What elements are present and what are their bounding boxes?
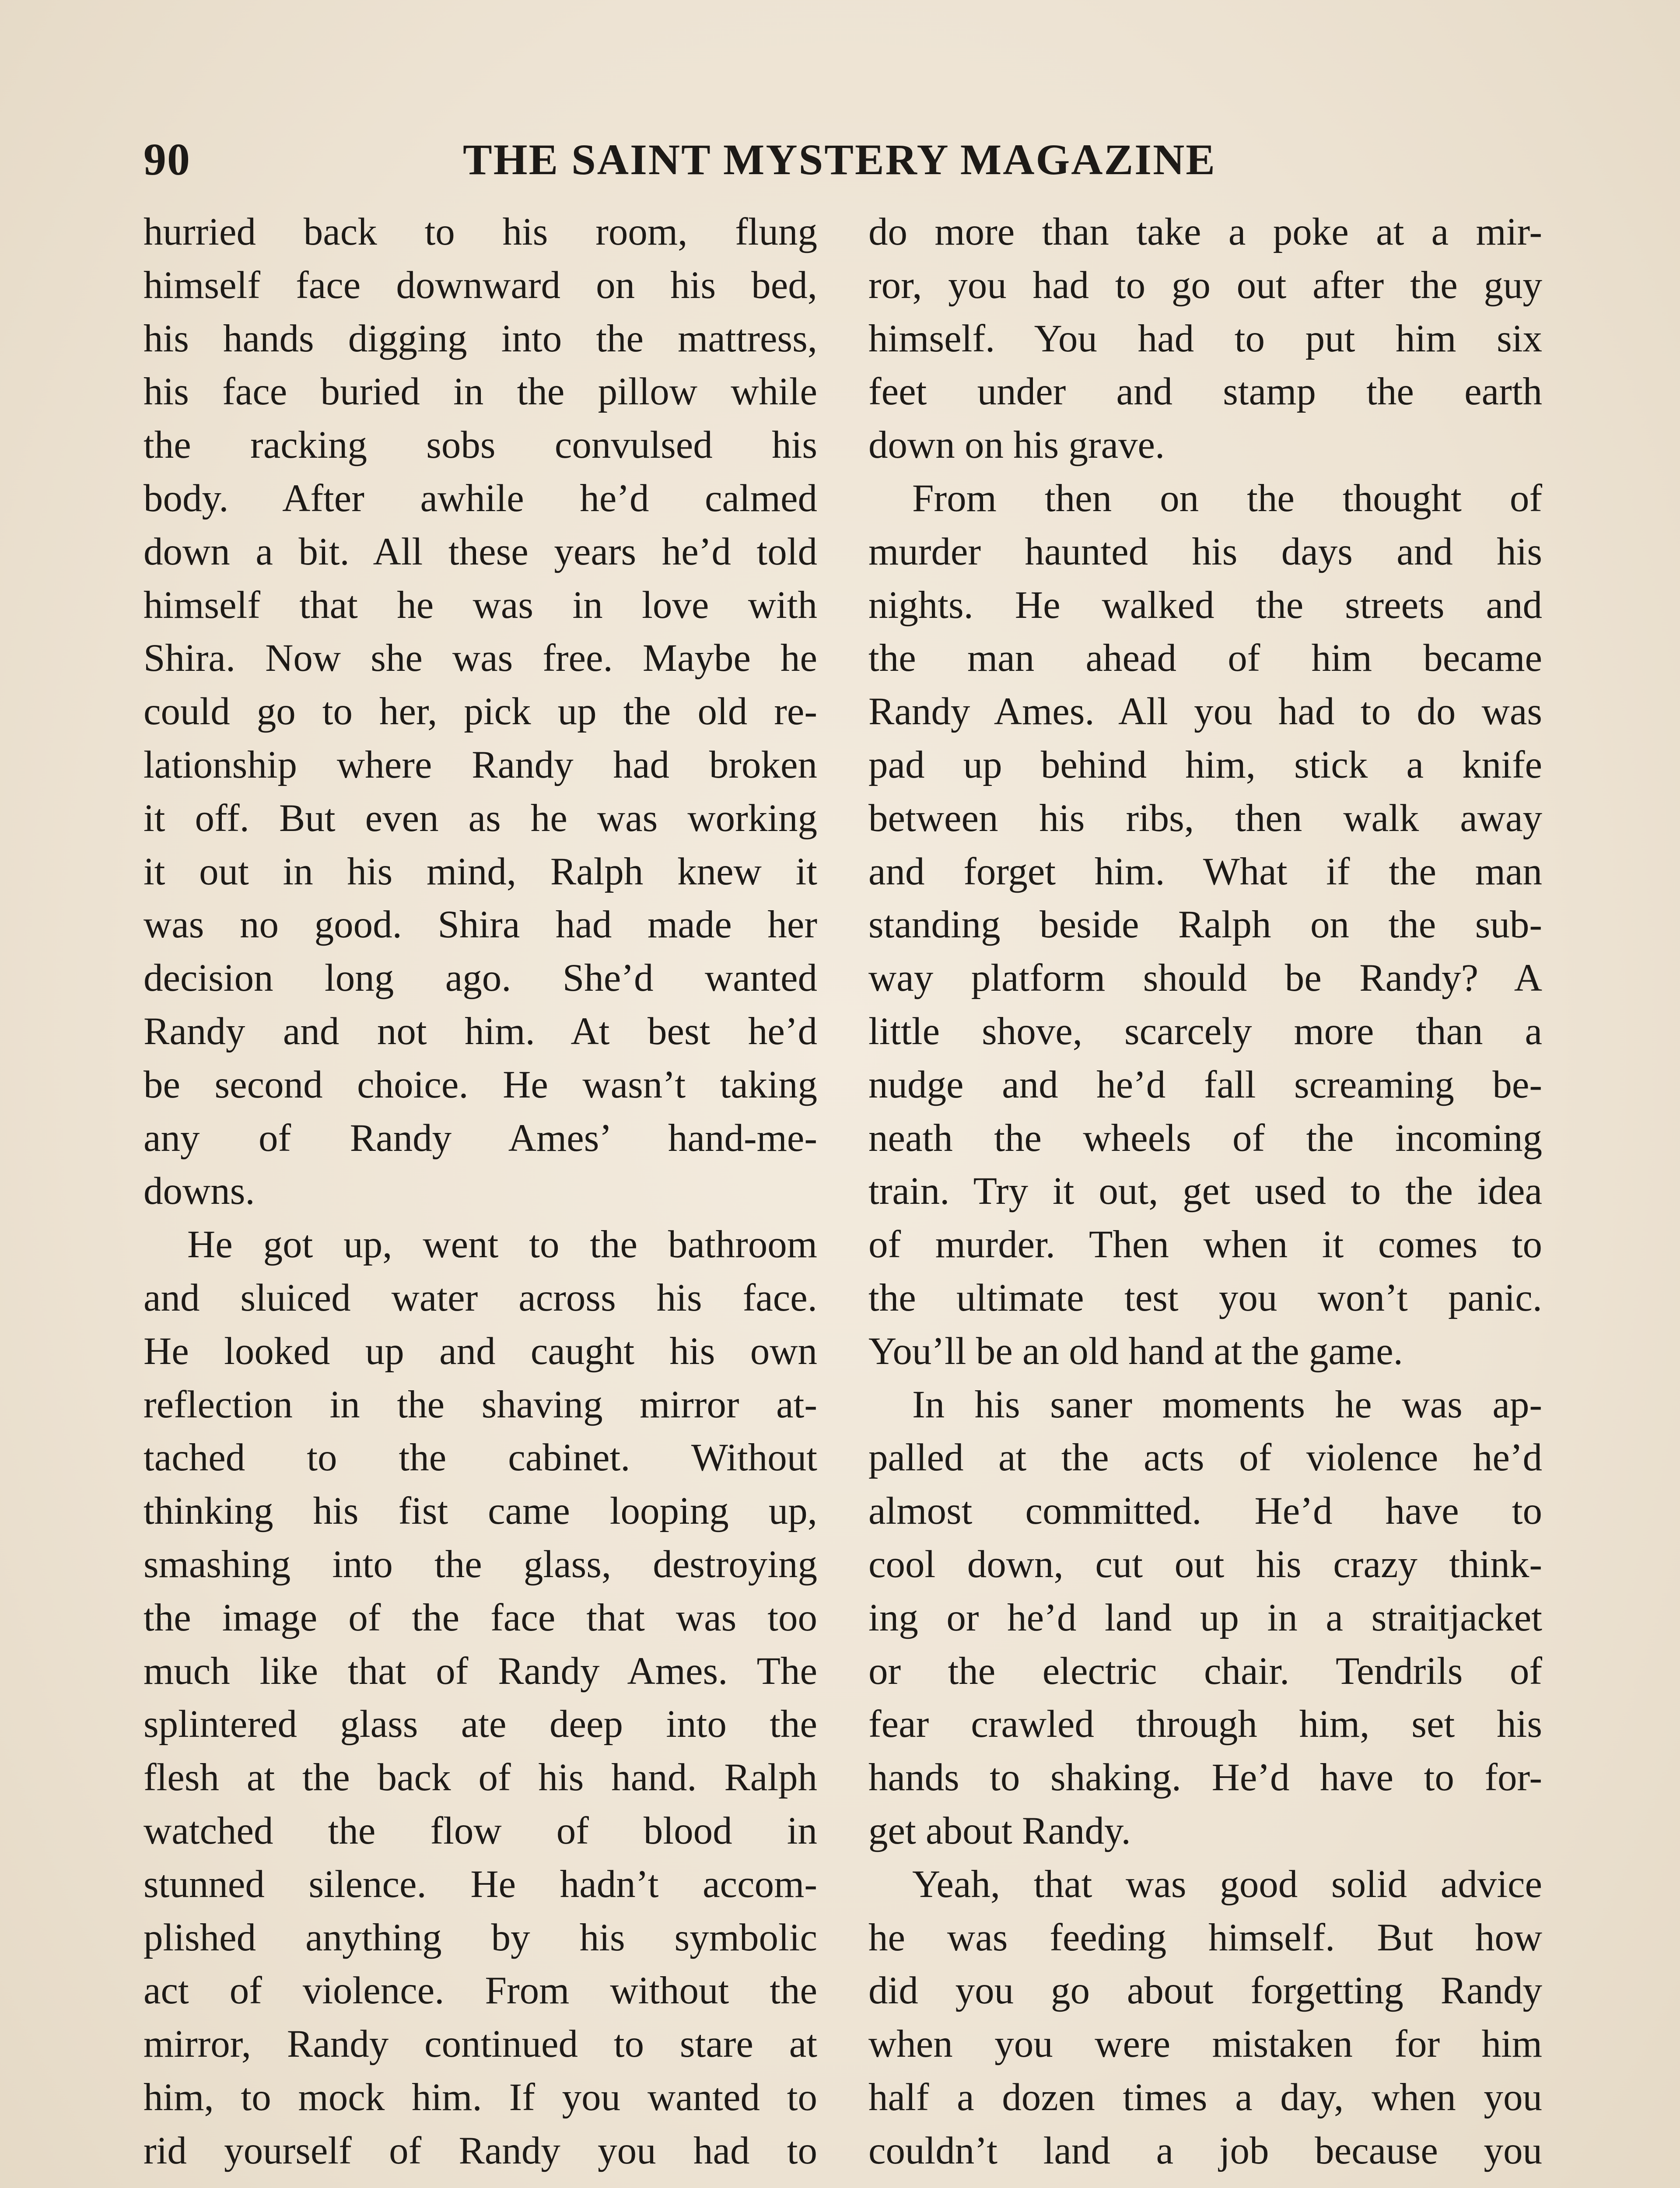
text-line: smashing into the glass, destroying bbox=[144, 1543, 817, 1586]
text-line: In his saner moments he was ap- bbox=[912, 1383, 1542, 1426]
page-number: 90 bbox=[144, 134, 191, 185]
text-line: watched the flow of blood in bbox=[144, 1809, 817, 1852]
text-line: lationship where Randy had broken bbox=[144, 743, 817, 786]
text-line: pad up behind him, stick a knife bbox=[868, 743, 1542, 786]
text-line: downs. bbox=[144, 1170, 255, 1213]
text-line: thinking his fist came looping up, bbox=[144, 1490, 817, 1533]
text-line: flesh at the back of his hand. Ralph bbox=[144, 1756, 817, 1799]
text-line: or the electric chair. Tendrils of bbox=[868, 1649, 1542, 1693]
text-line: Shira. Now she was free. Maybe he bbox=[144, 637, 817, 680]
text-line: Yeah, that was good solid advice bbox=[912, 1862, 1542, 1906]
text-line: tached to the cabinet. Without bbox=[144, 1436, 817, 1480]
text-line: Randy Ames. All you had to do was bbox=[868, 690, 1542, 733]
text-line: it off. But even as he was working bbox=[144, 796, 817, 840]
text-line: himself face downward on his bed, bbox=[144, 263, 817, 307]
text-line: feet under and stamp the earth bbox=[868, 370, 1542, 414]
text-line: any of Randy Ames’ hand-me- bbox=[144, 1116, 817, 1160]
text-line: nudge and he’d fall screaming be- bbox=[868, 1063, 1542, 1106]
text-line: reflection in the shaving mirror at- bbox=[144, 1383, 817, 1426]
text-line: when you were mistaken for him bbox=[868, 2023, 1542, 2066]
running-head: THE SAINT MYSTERY MAGAZINE bbox=[463, 135, 1216, 184]
text-line: was no good. Shira had made her bbox=[144, 903, 817, 947]
text-line: almost committed. He’d have to bbox=[868, 1490, 1542, 1533]
text-line: He got up, went to the bathroom bbox=[187, 1223, 817, 1266]
text-line: be second choice. He wasn’t taking bbox=[144, 1063, 817, 1106]
text-line: down a bit. All these years he’d told bbox=[144, 530, 817, 573]
text-line: the ultimate test you won’t panic. bbox=[868, 1276, 1542, 1319]
text-line: his face buried in the pillow while bbox=[144, 370, 817, 414]
text-line: hurried back to his room, flung bbox=[144, 210, 817, 253]
text-line: From then on the thought of bbox=[912, 477, 1542, 520]
text-line: the man ahead of him became bbox=[868, 637, 1542, 680]
text-line: his hands digging into the mattress, bbox=[144, 317, 817, 360]
text-line: do more than take a poke at a mir- bbox=[868, 210, 1542, 253]
text-line: and forget him. What if the man bbox=[868, 850, 1542, 893]
text-line: the image of the face that was too bbox=[144, 1596, 817, 1639]
text-line: body. After awhile he’d calmed bbox=[144, 477, 817, 520]
text-line: hands to shaking. He’d have to for- bbox=[868, 1756, 1542, 1799]
text-line: the racking sobs convulsed his bbox=[144, 424, 817, 467]
text-line: murder haunted his days and his bbox=[868, 530, 1542, 573]
text-line: You’ll be an old hand at the game. bbox=[868, 1329, 1403, 1373]
text-line: neath the wheels of the incoming bbox=[868, 1116, 1542, 1160]
text-line: mirror, Randy continued to stare at bbox=[144, 2023, 817, 2066]
text-line: decision long ago. She’d wanted bbox=[144, 957, 817, 1000]
text-line: cool down, cut out his crazy think- bbox=[868, 1543, 1542, 1586]
text-line: act of violence. From without the bbox=[144, 1969, 817, 2013]
text-line: train. Try it out, get used to the idea bbox=[868, 1170, 1542, 1213]
text-line: it out in his mind, Ralph knew it bbox=[144, 850, 817, 893]
text-line: ror, you had to go out after the guy bbox=[868, 263, 1542, 307]
text-line: splintered glass ate deep into the bbox=[144, 1703, 817, 1746]
text-line: get about Randy. bbox=[868, 1809, 1131, 1852]
text-line: standing beside Ralph on the sub- bbox=[868, 903, 1542, 947]
text-line: ing or he’d land up in a straitjacket bbox=[868, 1596, 1542, 1639]
text-line: and sluiced water across his face. bbox=[144, 1276, 817, 1319]
text-line: plished anything by his symbolic bbox=[144, 1916, 817, 1959]
text-line: he was feeding himself. But how bbox=[868, 1916, 1542, 1959]
text-line: down on his grave. bbox=[868, 424, 1165, 467]
text-line: He looked up and caught his own bbox=[144, 1329, 817, 1373]
left-text-column bbox=[144, 206, 817, 2177]
text-line: little shove, scarcely more than a bbox=[868, 1010, 1542, 1053]
text-line: Randy and not him. At best he’d bbox=[144, 1010, 817, 1053]
text-line: fear crawled through him, set his bbox=[868, 1703, 1542, 1746]
text-line: did you go about forgetting Randy bbox=[868, 1969, 1542, 2013]
text-line: couldn’t land a job because you bbox=[868, 2129, 1542, 2172]
text-line: much like that of Randy Ames. The bbox=[144, 1649, 817, 1693]
text-line: half a dozen times a day, when you bbox=[868, 2076, 1542, 2119]
text-line: himself. You had to put him six bbox=[868, 317, 1542, 360]
text-line: nights. He walked the streets and bbox=[868, 583, 1542, 627]
text-line: of murder. Then when it comes to bbox=[868, 1223, 1542, 1266]
text-line: between his ribs, then walk away bbox=[868, 796, 1542, 840]
text-line: him, to mock him. If you wanted to bbox=[144, 2076, 817, 2119]
text-line: could go to her, pick up the old re- bbox=[144, 690, 817, 733]
text-line: palled at the acts of violence he’d bbox=[868, 1436, 1542, 1480]
text-line: rid yourself of Randy you had to bbox=[144, 2129, 817, 2172]
text-line: himself that he was in love with bbox=[144, 583, 817, 627]
right-text-column bbox=[868, 206, 1542, 2177]
text-line: stunned silence. He hadn’t accom- bbox=[144, 1862, 817, 1906]
page-header bbox=[144, 131, 1544, 188]
text-line: way platform should be Randy? A bbox=[868, 957, 1542, 1000]
